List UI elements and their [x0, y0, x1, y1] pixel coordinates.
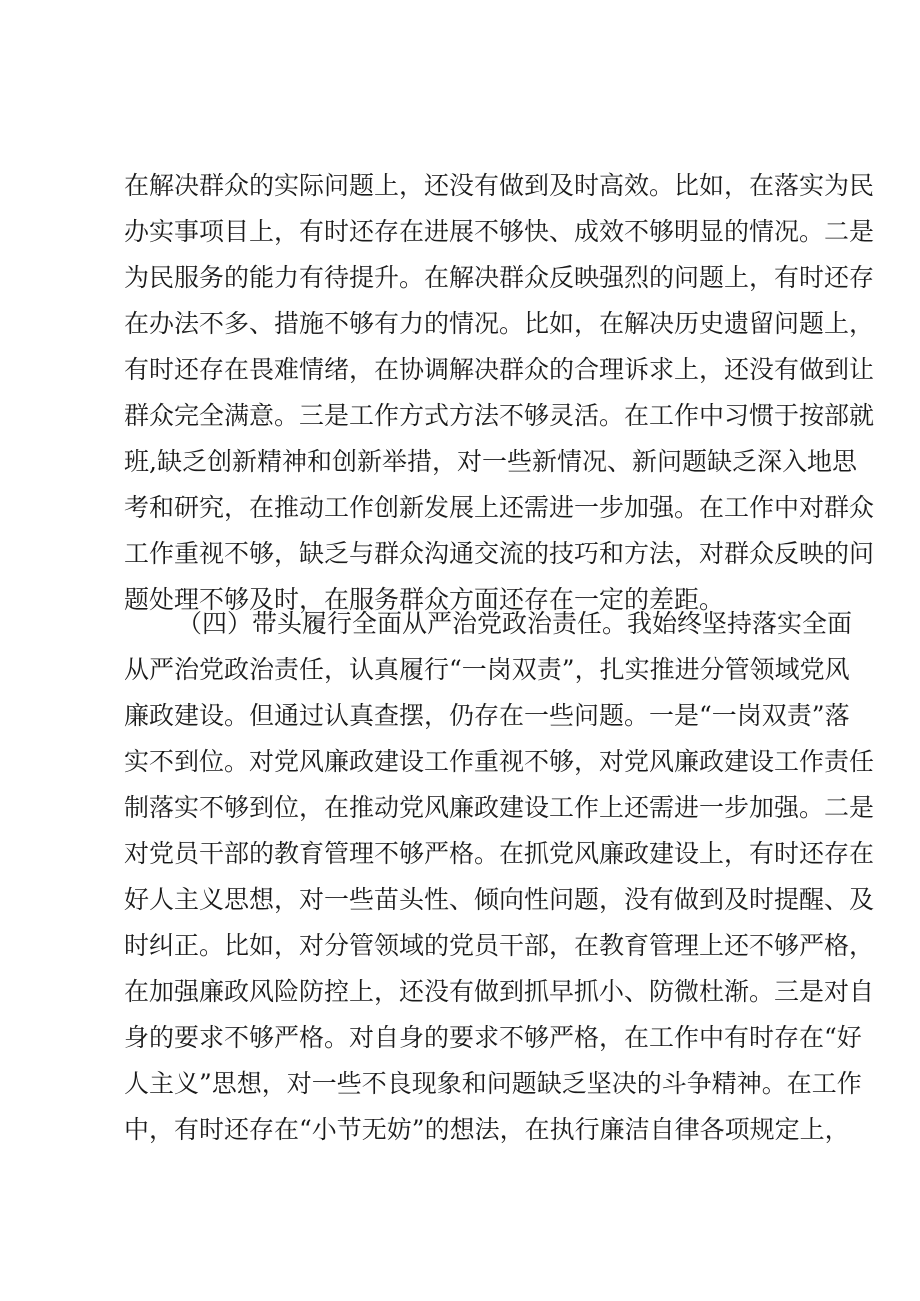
- text-line: 从严治党政治责任，认真履行“一岗双责”，扎实推进分管领域党风: [124, 655, 850, 684]
- text-line: 在办法不多、措施不够有力的情况。比如，在解决历史遗留问题上，: [124, 309, 875, 338]
- text-line: 办实事项目上，有时还存在进展不够快、成效不够明显的情况。二是: [124, 217, 875, 246]
- text-line: 题处理不够及时，在服务群众方面还存在一定的差距。: [124, 585, 725, 614]
- paragraph-continuation: [124, 163, 875, 623]
- text-line: 班,缺乏创新精神和创新举措，对一些新情况、新问题缺乏深入地思: [124, 447, 857, 476]
- section-heading-line: （四）带头履行全面从严治党政治责任。我始终坚持落实全面: [177, 609, 853, 638]
- text-line: 好人主义思想，对一些苗头性、倾向性问题，没有做到及时提醒、及: [124, 885, 875, 914]
- text-line: 对党员干部的教育管理不够严格。在抓党风廉政建设上，有时还存在: [124, 839, 875, 868]
- text-line: 廉政建设。但通过认真查摆，仍存在一些问题。一是“一岗双责”落: [124, 701, 850, 730]
- text-line: 制落实不够到位，在推动党风廉政建设工作上还需进一步加强。二是: [124, 793, 875, 822]
- text-line: 工作重视不够，缺乏与群众沟通交流的技巧和方法，对群众反映的问: [124, 539, 875, 568]
- text-line: 实不到位。对党风廉政建设工作重视不够，对党风廉政建设工作责任: [124, 747, 875, 776]
- text-line: 在解决群众的实际问题上，还没有做到及时高效。比如，在落实为民: [124, 171, 875, 200]
- text-line: 为民服务的能力有待提升。在解决群众反映强烈的问题上，有时还存: [124, 263, 875, 292]
- text-line: 时纠正。比如，对分管领域的党员干部，在教育管理上还不够严格，: [124, 931, 875, 960]
- text-line: 人主义”思想，对一些不良现象和问题缺乏坚决的斗争精神。在工作: [124, 1069, 862, 1098]
- text-line: 在加强廉政风险防控上，还没有做到抓早抓小、防微杜渐。三是对自: [124, 977, 875, 1006]
- text-line: 中，有时还存在“小节无妨”的想法，在执行廉洁自律各项规定上，: [124, 1115, 850, 1144]
- text-line: 考和研究，在推动工作创新发展上还需进一步加强。在工作中对群众: [124, 493, 875, 522]
- text-line: 有时还存在畏难情绪，在协调解决群众的合理诉求上，还没有做到让: [124, 355, 875, 384]
- paragraph-section-four: [124, 601, 875, 1153]
- text-line: 身的要求不够严格。对自身的要求不够严格，在工作中有时存在“好: [124, 1023, 862, 1052]
- text-line: 群众完全满意。三是工作方式方法不够灵活。在工作中习惯于按部就: [124, 401, 875, 430]
